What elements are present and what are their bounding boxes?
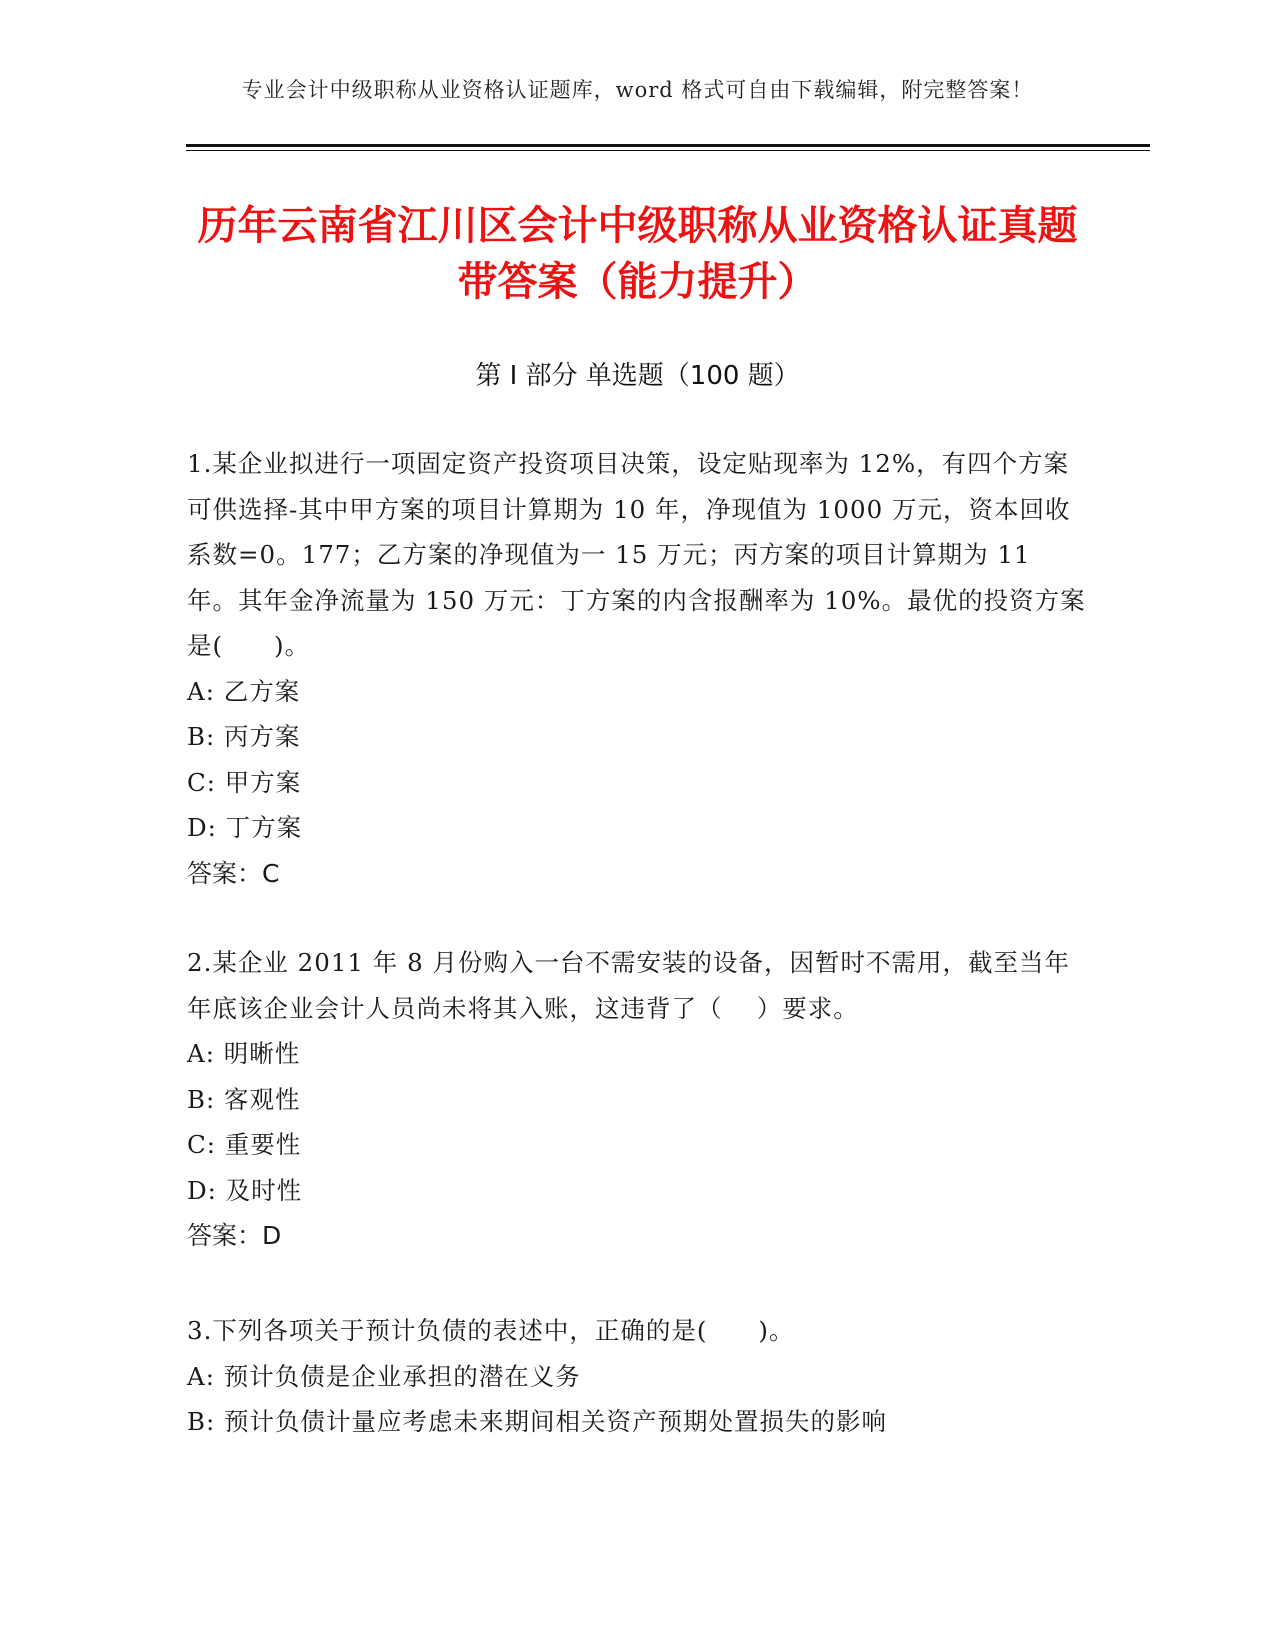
option-c: C: 甲方案 <box>187 767 302 797</box>
section-heading: 第 I 部分 单选题（100 题） <box>475 361 800 391</box>
header-rule-thin <box>186 150 1150 151</box>
option-a: A: 预计负债是企业承担的潜在义务 <box>187 1361 581 1391</box>
option-b: B: 预计负债计量应考虑未来期间相关资产预期处置损失的影响 <box>187 1407 888 1436</box>
answer: 答案：D <box>187 1221 282 1250</box>
document-title: 历年云南省江川区会计中级职称从业资格认证真题带答案（能力提升） <box>197 203 1078 305</box>
question-text: 3.下列各项关于预计负债的表述中，正确的是( )。 <box>187 1316 795 1345</box>
option-d: D: 及时性 <box>187 1175 303 1205</box>
question-3 <box>187 1308 1087 1445</box>
header-rule <box>186 144 1150 147</box>
question-2 <box>187 940 1087 1259</box>
option-d: D: 丁方案 <box>187 813 303 842</box>
question-1 <box>187 441 1087 896</box>
page-header: 专业会计中级职称从业资格认证题库，word 格式可自由下载编辑，附完整答案！ <box>241 78 1034 102</box>
option-a: A: 明晰性 <box>187 1039 301 1068</box>
option-b: B: 客观性 <box>187 1084 301 1114</box>
option-a: A: 乙方案 <box>187 676 301 706</box>
question-text: 1.某企业拟进行一项固定资产投资项目决策，设定贴现率为 12%，有四个方案可供选择-其中甲方案的项目计算期为 10 年，净现值为 1000 万元，资本回收系数=0。177；乙方案的净现值为一 15 万元；丙方案的项目计算期为 11 年。其年金净流量为 150 万元：丁方案的内含报酬率为 10%。最优的投资方案是( )。 <box>187 449 1086 660</box>
option-b: B: 丙方案 <box>187 722 301 751</box>
question-text: 2.某企业 2011 年 8 月份购入一台不需安装的设备，因暂时不需用，截至当年年底该企业会计人员尚未将其入账，这违背了（ ）要求。 <box>187 948 1070 1023</box>
answer: 答案：C <box>187 858 280 888</box>
option-c: C: 重要性 <box>187 1130 302 1159</box>
